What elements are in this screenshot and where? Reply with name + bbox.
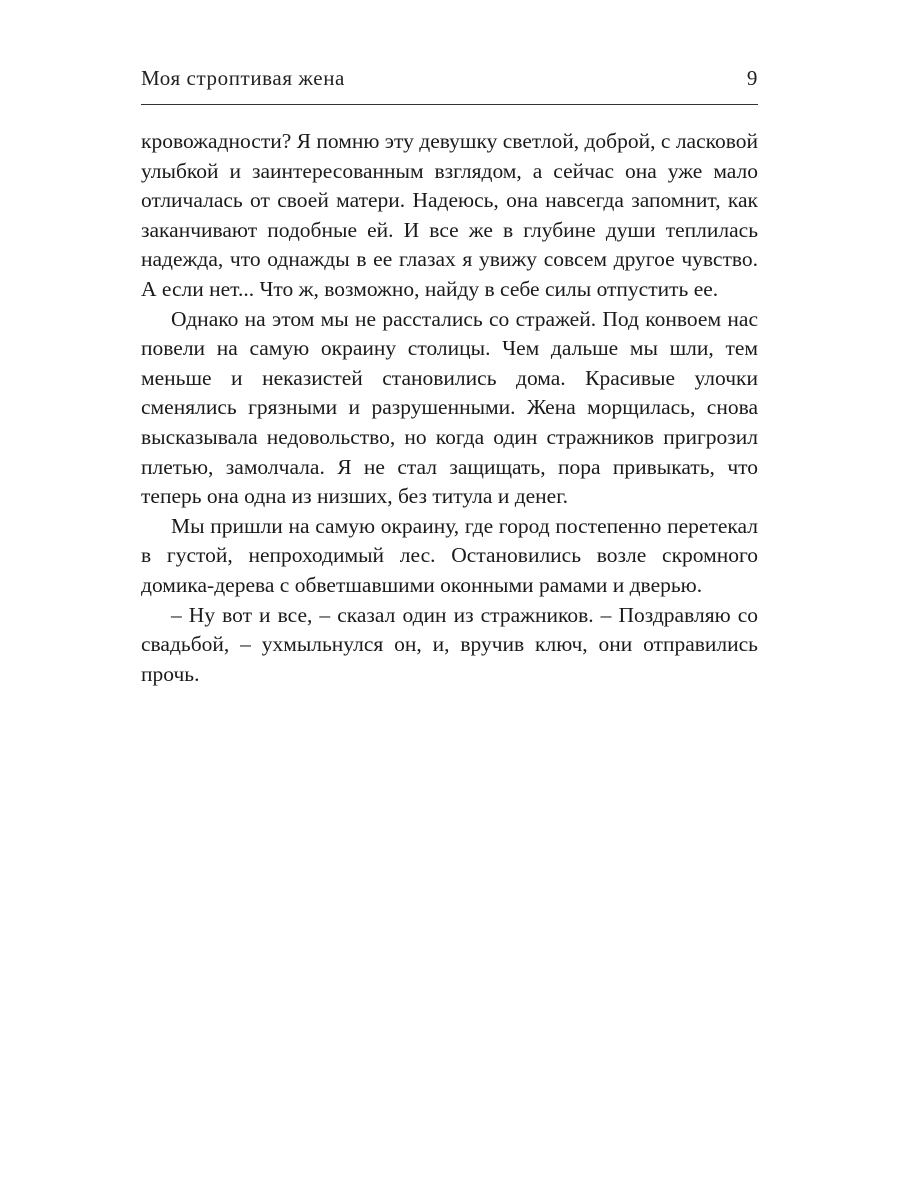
paragraph: Мы пришли на самую окраину, где город постепенно перетекал в густой, непроходимый лес. Остановились возле скромного домика-дерева с обветшавшими оконными рамами и дверью. <box>141 513 758 597</box>
paragraph: Однако на этом мы не расстались со стражей. Под конвоем нас повели на самую окраину столицы. Чем дальше мы шли, тем меньше и неказистей становились дома. Красивые улочки сменялись грязными и разрушенными. Жена морщилась, снова высказывала недовольство, но когда один стражников пригрозил плетью, замолчала. Я не стал защищать, пора привыкать, что теперь она одна из низших, без титула и денег. <box>141 306 758 509</box>
paragraph-dialogue: – Ну вот и все, – сказал один из стражников. – Поздравляю со свадьбой, – ухмыльнулся он, и, вручив ключ, они отправились прочь. <box>141 602 758 686</box>
running-header <box>141 62 758 102</box>
body-text <box>141 127 758 689</box>
header-rule <box>141 104 758 105</box>
book-title: Моя строптивая жена <box>141 66 345 90</box>
book-page <box>141 62 758 689</box>
paragraph-continued: кровожадности? Я помню эту девушку светлой, доброй, с ласковой улыбкой и заинтересованным взглядом, а сейчас она уже мало отличалась от своей матери. Надеюсь, она навсегда запомнит, как заканчивают подобные ей. И все же в глубине души теплилась надежда, что однажды в ее глазах я увижу совсем другое чувство. А если нет... Что ж, возможно, найду в себе силы отпустить ее. <box>141 129 758 301</box>
page-number: 9 <box>746 66 758 90</box>
